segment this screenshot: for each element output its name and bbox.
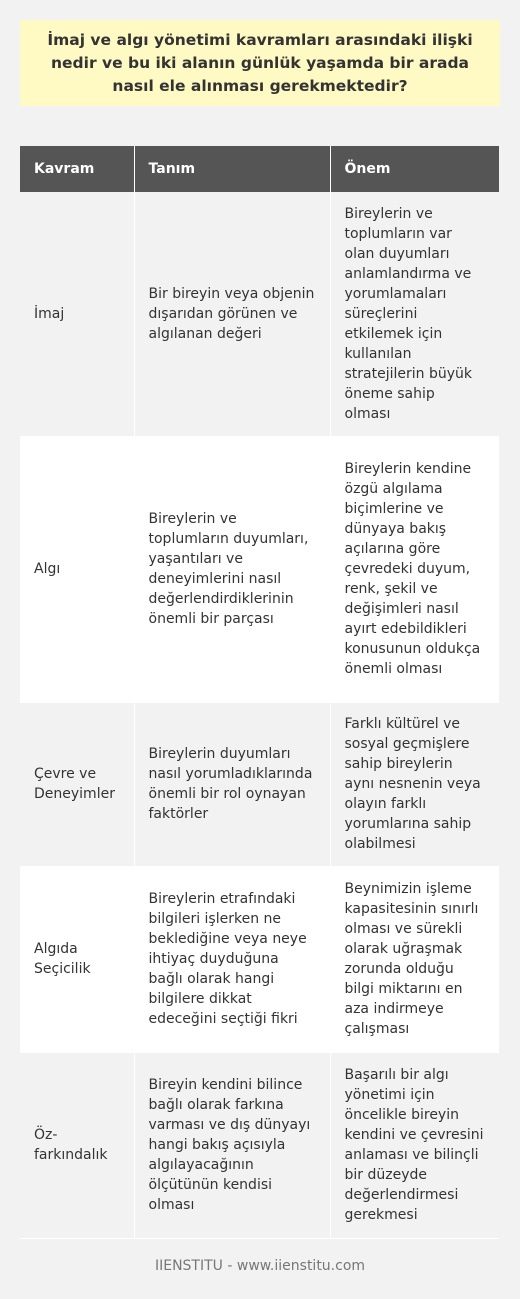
cell-tanim: Bir bireyin veya objenin dışarıdan görünen ve algılanan değeri xyxy=(134,192,330,436)
cell-kavram: Algıda Seçicilik xyxy=(20,866,134,1052)
table-row xyxy=(20,866,499,1052)
cell-onem: Bireylerin ve toplumların var olan duyumları anlamlandırma ve yorumlamaları süreçlerini etkilemek için kullanılan stratejilerin büyük öneme sahip olması xyxy=(330,192,499,436)
header-tanim: Tanım xyxy=(134,146,330,192)
cell-tanim: Bireylerin etrafındaki bilgileri işlerken ne beklediğine veya neye ihtiyaç duyduğuna bağlı olarak hangi bilgilere dikkat edeceğini seçtiği fikri xyxy=(134,866,330,1052)
table-row xyxy=(20,436,499,702)
cell-tanim: Bireylerin ve toplumların duyumları, yaşantıları ve deneyimlerini nasıl değerlendirdiklerinin önemli bir parçası xyxy=(134,436,330,702)
cell-onem: Başarılı bir algı yönetimi için öncelikle bireyin kendini ve çevresini anlaması ve bilinçli bir düzeyde değerlendirmesi gerekmesi xyxy=(330,1052,499,1238)
cell-tanim: Bireyin kendini bilince bağlı olarak farkına varması ve dış dünyayı hangi bakış açısıyla algılayacağının ölçütünün kendisi olması xyxy=(134,1052,330,1238)
header-onem: Önem xyxy=(330,146,499,192)
cell-onem: Bireylerin kendine özgü algılama biçimlerine ve dünyaya bakış açılarına göre çevredeki duyum, renk, şekil ve değişimleri nasıl ayırt edebildikleri konusunun oldukça önemli olması xyxy=(330,436,499,702)
table-row xyxy=(20,192,499,436)
cell-kavram: Çevre ve Deneyimler xyxy=(20,702,134,866)
question-banner xyxy=(20,20,500,106)
cell-onem: Beynimizin işleme kapasitesinin sınırlı olması ve sürekli olarak uğraşmak zorunda olduğu bilgi miktarını en aza indirmeye çalışması xyxy=(330,866,499,1052)
table-row xyxy=(20,702,499,866)
table-header-row xyxy=(20,146,499,192)
footer-credit: IIENSTITU - www.iienstitu.com xyxy=(154,1258,366,1274)
header-kavram: Kavram xyxy=(20,146,134,192)
cell-kavram: Öz-farkındalık xyxy=(20,1052,134,1238)
cell-onem: Farklı kültürel ve sosyal geçmişlere sahip bireylerin aynı nesnenin veya olayın farklı yorumlarına sahip olabilmesi xyxy=(330,702,499,866)
concept-table xyxy=(20,146,499,1239)
cell-tanim: Bireylerin duyumları nasıl yorumladıklarında önemli bir rol oynayan faktörler xyxy=(134,702,330,866)
cell-kavram: Algı xyxy=(20,436,134,702)
page-title: İmaj ve algı yönetimi kavramları arasındaki ilişki nedir ve bu iki alanın günlük yaşamda bir arada nasıl ele alınması gerekmektedir? xyxy=(47,30,473,95)
cell-kavram: İmaj xyxy=(20,192,134,436)
table-row xyxy=(20,1052,499,1238)
